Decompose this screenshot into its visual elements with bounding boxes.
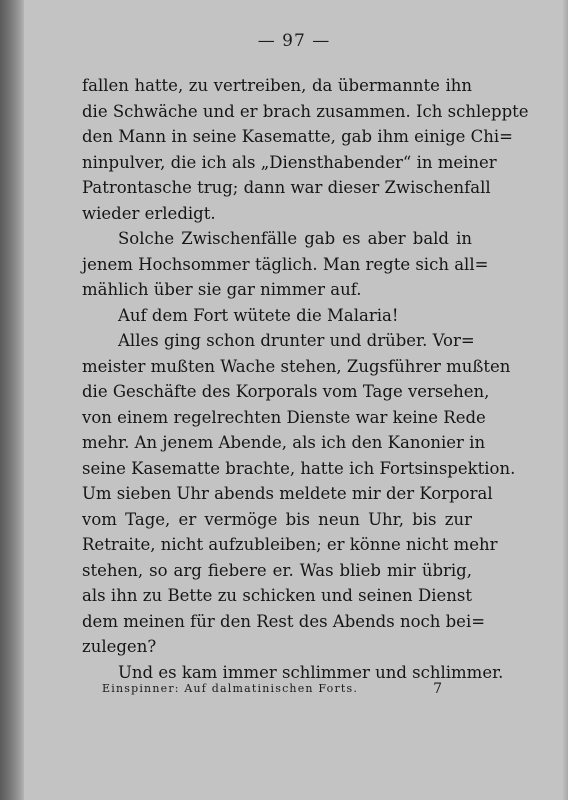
text-line: wieder erledigt. (82, 203, 216, 223)
text-line: fallen hatte, zu vertreiben, da übermannte ihn (82, 76, 472, 95)
text-line: als ihn zu Bette zu schicken und seinen Dienst (82, 586, 472, 605)
page-binding-edge (0, 0, 24, 800)
text-line: stehen, so arg fiebere er. Was blieb mir übrig, (82, 560, 472, 580)
text-line: mehr. An jenem Abende, als ich den Kanonier in (82, 433, 486, 452)
text-line: Um sieben Uhr abends meldete mir der Korporal (82, 484, 493, 503)
footer-sheet-number: 7 (433, 681, 442, 697)
text-line: vom Tage, er vermöge bis neun Uhr, bis zur (82, 509, 472, 529)
text-line: den Mann in seine Kasematte, gab ihm einige Chi= (82, 127, 513, 146)
page-number: — 97 — (257, 31, 331, 51)
text-line: Und es kam immer schlimmer und schlimmer. (118, 662, 504, 682)
text-line: mählich über sie gar nimmer auf. (82, 280, 362, 299)
text-line: die Schwäche und er brach zusammen. Ich schleppte (82, 101, 529, 121)
text-line: meister mußten Wache stehen, Zugsführer mußten (82, 356, 511, 376)
text-line: ninpulver, die ich als „Diensthabender“ in meiner (82, 152, 497, 172)
text-line: zulegen? (82, 637, 157, 656)
text-line: Retraite, nicht aufzubleiben; er könne nicht mehr (82, 535, 498, 554)
text-line: Auf dem Fort wütete die Malaria! (118, 305, 399, 325)
text-line: die Geschäfte des Korporals vom Tage versehen, (82, 382, 490, 401)
text-line: Patrontasche trug; dann war dieser Zwischenfall (82, 178, 491, 197)
text-line: von einem regelrechten Dienste war keine Rede (82, 407, 486, 427)
text-line: jenem Hochsommer täglich. Man regte sich all= (82, 254, 489, 274)
footer-signature-title: Einspinner: Auf dalmatinischen Forts. (102, 682, 359, 695)
text-line: seine Kasematte brachte, hatte ich Fortsinspektion. (82, 458, 516, 478)
text-line: dem meinen für den Rest des Abends noch bei= (82, 611, 486, 631)
text-line: Alles ging schon drunter und drüber. Vor= (118, 331, 475, 350)
text-line: Solche Zwischenfälle gab es aber bald in (118, 229, 472, 248)
page-right-edge (562, 0, 568, 800)
page-footer (102, 679, 442, 699)
body-text (82, 73, 529, 685)
